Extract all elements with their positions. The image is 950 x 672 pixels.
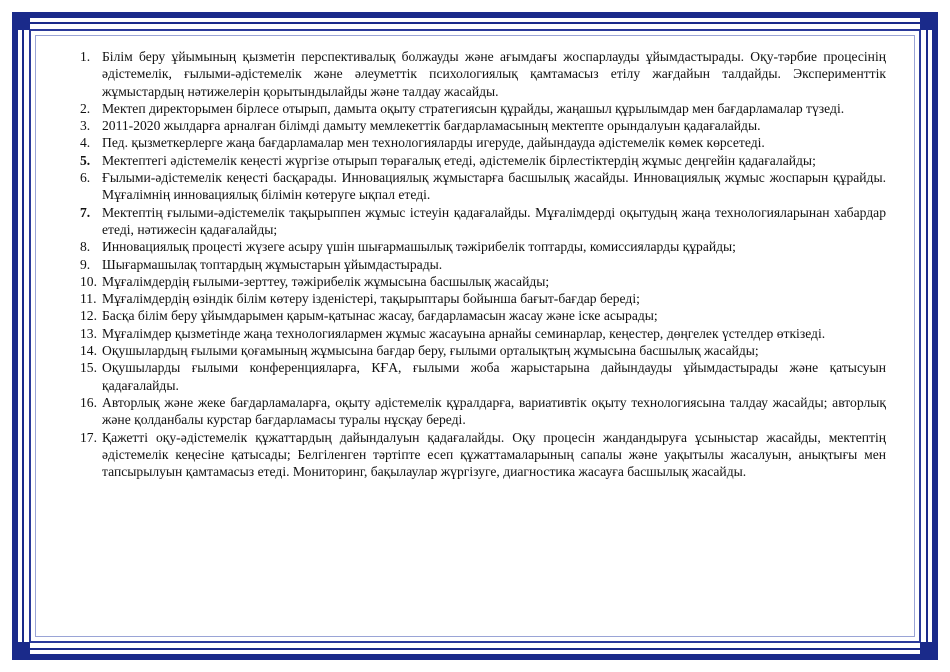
- item-text: Мұғалімдердің өзіндік білім көтеру ізденістері, тақырыптары бойынша бағыт-бағдар береді;: [102, 291, 640, 307]
- item-text: 2011-2020 жылдарға арналған білімді дамыту мемлекеттік бағдарламасының мектепте орындалуын қадағалайды.: [102, 118, 761, 134]
- list-item: [80, 429, 886, 481]
- list-item: [80, 359, 886, 394]
- list-item: [80, 117, 886, 134]
- item-text: Шығармашылақ топтардың жұмыстарын ұйымдастырады.: [102, 256, 443, 272]
- list-item: [80, 48, 886, 100]
- item-text: Басқа білім беру ұйымдарымен қарым-қатынас жасау, бағдарламасын жасау және іске асырады;: [102, 308, 658, 324]
- item-text: Мектеп директорымен бірлесе отырып, дамыта оқыту стратегиясын құрайды, жаңашыл құрылымдар мен бағдарламалар түзеді.: [102, 100, 845, 116]
- item-number: 6.: [80, 170, 91, 186]
- item-number: 7.: [80, 204, 91, 220]
- list-item: [80, 204, 886, 239]
- list-item: [80, 342, 886, 359]
- item-text: Мұғалімдердің ғылыми-зерттеу, тәжірибелік жұмысына басшылық жасайды;: [102, 273, 550, 289]
- item-text: Ғылыми-әдістемелік кеңесті басқарады. Инновациялық жұмыстарға басшылық жасайды. Инновациялық жұмыс жоспарын құрайды. Мұғалімнің инновациялық білімін көтеруге ықпал етеді.: [102, 170, 886, 203]
- list-item: [80, 134, 886, 151]
- item-number: 5.: [80, 152, 91, 168]
- list-item: [80, 256, 886, 273]
- list-item: [80, 238, 886, 255]
- item-number: 16.: [80, 394, 97, 410]
- corner-ornament: [16, 16, 30, 30]
- item-number: 4.: [80, 135, 91, 151]
- item-text: Мұғалімдер қызметінде жаңа технологиялармен жұмыс жасауына арнайы семинарлар, кеңестер, дөңгелек үстелдер өткізеді.: [102, 325, 826, 341]
- item-text: Мектептің ғылыми-әдістемелік тақырыппен жұмыс істеуін қадағалайды. Мұғалімдерді оқытудың жаңа технологияларынан хабардар етеді, нәтижесін қадағалайды;: [102, 204, 886, 237]
- item-number: 8.: [80, 239, 91, 255]
- list-item: [80, 394, 886, 429]
- item-number: 12.: [80, 308, 97, 324]
- corner-ornament: [16, 642, 30, 656]
- list-item: [80, 290, 886, 307]
- item-number: 9.: [80, 256, 91, 272]
- item-number: 11.: [80, 291, 97, 307]
- item-text: Оқушыларды ғылыми конференцияларға, КҒА, ғылыми жоба жарыстарына дайындауды ұйымдастырады және қатысуын қадағалайды.: [102, 360, 886, 393]
- item-number: 3.: [80, 118, 91, 134]
- list-item: [80, 273, 886, 290]
- item-number: 17.: [80, 429, 97, 445]
- item-number: 2.: [80, 100, 91, 116]
- item-text: Мектептегі әдістемелік кеңесті жүргізе отырып төрағалық етеді, әдістемелік бірлестіктердің жұмыс деңгейін қадағалайды;: [102, 152, 816, 168]
- item-text: Білім беру ұйымының қызметін перспективалық болжауды және ағымдағы жоспарлауды ұйымдастырады. Оқу-тәрбие процесінің әдістемелік, ғылыми-әдістемелік және әлеуметтік психологиялық қамтамасыз етілу жағдайын талдайды. Эксперименттік жұмыстардың нәтижелерін қорытындылайды және талдау жасайды.: [102, 49, 886, 99]
- item-number: 14.: [80, 343, 97, 359]
- item-number: 15.: [80, 360, 97, 376]
- item-text: Қажетті оқу-әдістемелік құжаттардың дайындалуын қадағалайды. Оқу процесін жандандыруға ұсыныстар жасайды, мектептің әдістемелік кеңесіне қатысады; Белгіленген тәртіпте есеп құжаттамаларының сапалы және уақытылы жасалуын, анықтығы мен тапсырылуын қамтамасыз етеді. Мониторинг, бақылаулар жүргізуге, диагностика жасауға басшылық жасайды.: [102, 429, 886, 480]
- corner-ornament: [920, 16, 934, 30]
- item-number: 10.: [80, 273, 97, 289]
- list-item: [80, 100, 886, 117]
- item-text: Пед. қызметкерлерге жаңа бағдарламалар мен технологияларды игеруде, дайындауда әдістемелік көмек көрсетеді.: [102, 135, 765, 151]
- item-text: Авторлық және жеке бағдарламаларға, оқыту әдістемелік құралдарға, вариативтік оқыту технологиясына талдау жасайды; авторлық және қолданбалы курстар бағдарламасы туралы нұсқау береді.: [102, 394, 886, 428]
- corner-ornament: [920, 642, 934, 656]
- list-item: [80, 307, 886, 324]
- item-number: 1.: [80, 49, 91, 64]
- item-text: Оқушылардың ғылыми қоғамының жұмысына бағдар беру, ғылыми орталықтың жұмысына басшылық жасайды;: [102, 343, 759, 359]
- duties-list: [80, 48, 886, 480]
- item-number: 13.: [80, 325, 97, 341]
- list-item: [80, 152, 886, 169]
- list-item: [80, 169, 886, 204]
- item-text: Инновациялық процесті жүзеге асыру үшін шығармашылық тәжірибелік топтарды, комиссияларды құрайды;: [102, 239, 736, 255]
- list-item: [80, 325, 886, 342]
